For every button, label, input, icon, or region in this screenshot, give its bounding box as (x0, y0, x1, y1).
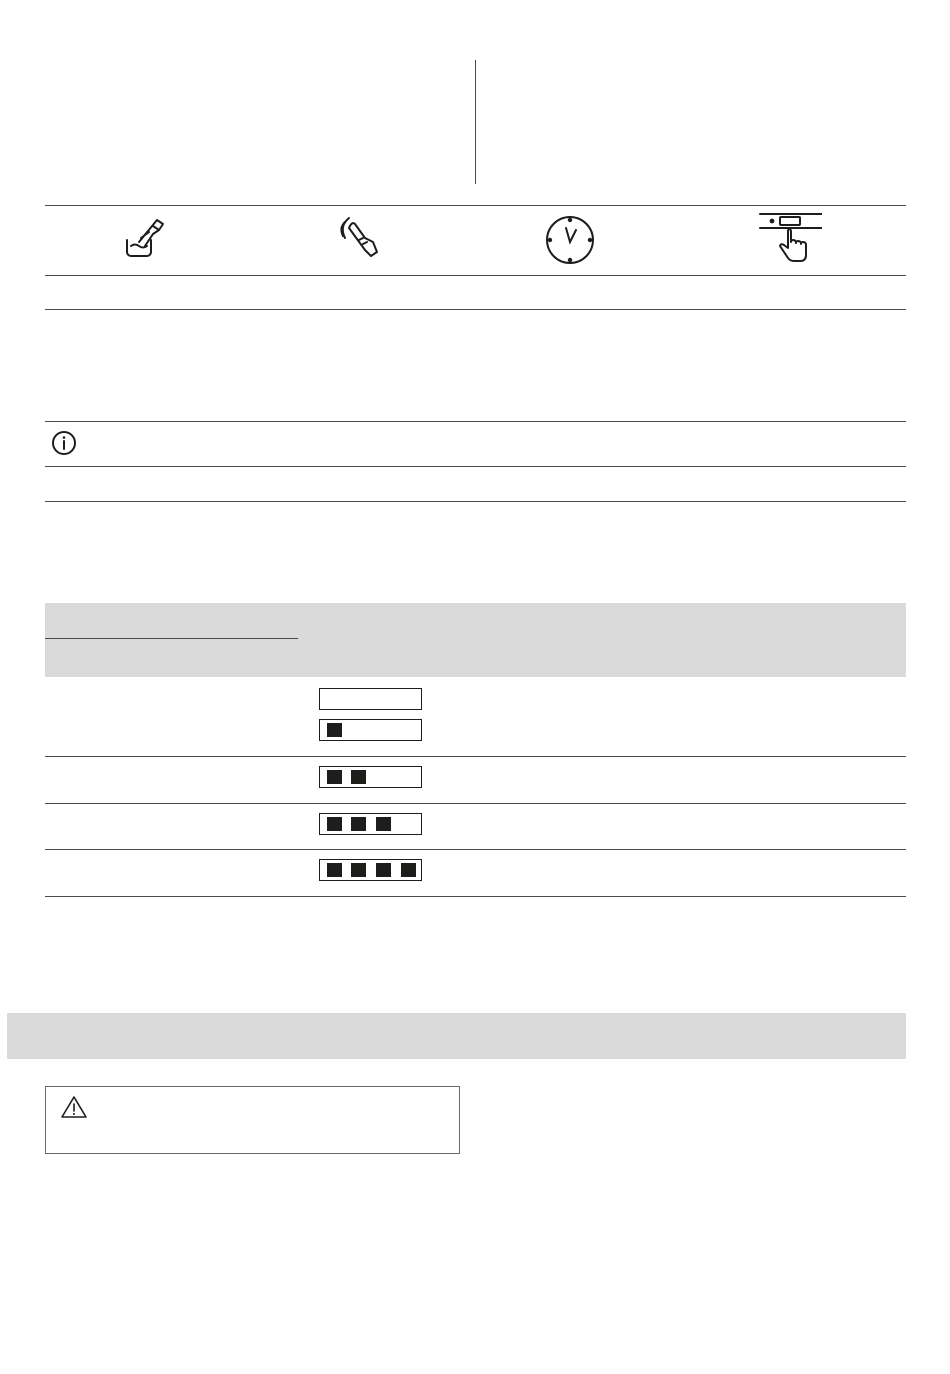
table-rule (45, 756, 906, 757)
level-indicator-empty (319, 688, 422, 710)
level-square (351, 817, 366, 831)
level-square (327, 817, 342, 831)
touch-gesture-icon (325, 208, 389, 268)
level-square (376, 863, 391, 877)
table-rule (45, 275, 906, 276)
header-underline (45, 638, 298, 639)
table-rule (45, 896, 906, 897)
note-rule (45, 466, 906, 467)
level-indicator-1 (319, 719, 422, 741)
washing-hand-icon (115, 208, 179, 268)
note-rule (45, 421, 906, 422)
clock-icon (538, 208, 602, 268)
button-press-icon (758, 208, 822, 268)
warning-box (45, 1086, 460, 1154)
table-rule (45, 849, 906, 850)
level-square (327, 723, 342, 737)
level-indicator-2 (319, 766, 422, 788)
info-icon (51, 430, 77, 456)
level-indicator-3 (319, 813, 422, 835)
level-square (327, 863, 342, 877)
table-rule (45, 309, 906, 310)
level-indicator-4 (319, 859, 422, 881)
table-header (45, 603, 906, 677)
warning-icon (60, 1095, 88, 1119)
column-divider (475, 60, 476, 184)
table-rule (45, 803, 906, 804)
level-square (401, 863, 416, 877)
note-rule (45, 501, 906, 502)
level-square (327, 770, 342, 784)
level-square (376, 817, 391, 831)
section-header (7, 1013, 906, 1059)
level-square (351, 770, 366, 784)
level-square (351, 863, 366, 877)
table-rule (45, 205, 906, 206)
